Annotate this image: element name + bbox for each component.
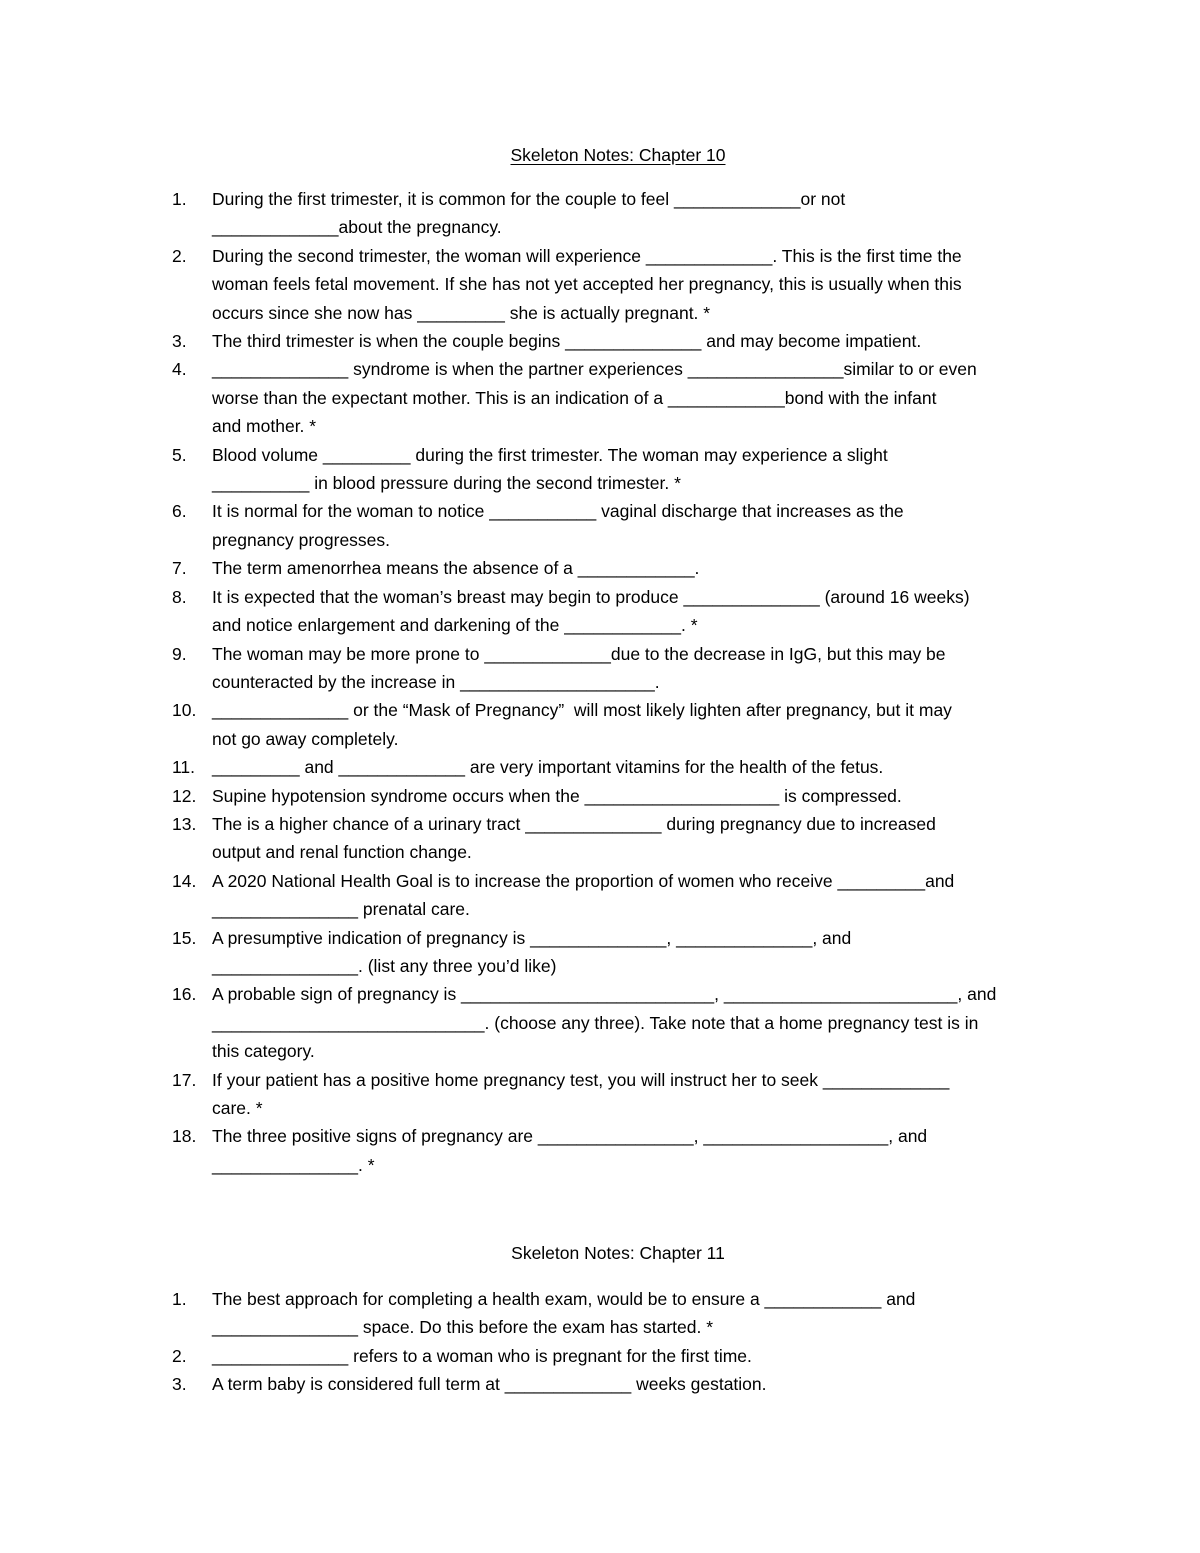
question-number: 1. — [172, 1289, 187, 1309]
question-item — [0, 583, 1200, 640]
question-number: 12. — [172, 785, 197, 806]
question-number: 9. — [172, 643, 187, 664]
question-item — [0, 640, 1200, 697]
question-text-line: A 2020 National Health Goal is to increase the proportion of women who receive _________and — [212, 870, 955, 891]
question-text-line: ______________ refers to a woman who is pregnant for the first time. — [212, 1345, 752, 1366]
question-item — [0, 696, 1200, 753]
question-text-line: and notice enlargement and darkening of the ____________. * — [212, 615, 698, 636]
question-text-line: and mother. * — [212, 416, 317, 437]
question-item — [0, 753, 1200, 781]
question-number: 2. — [172, 1345, 187, 1366]
question-text-line: During the first trimester, it is common for the couple to feel _____________or not — [212, 189, 846, 209]
question-number: 6. — [172, 501, 187, 522]
question-number: 14. — [172, 870, 197, 891]
question-number: 8. — [172, 586, 187, 607]
question-text-line: It is expected that the woman’s breast may begin to produce ______________ (around 16 weeks) — [212, 586, 970, 607]
question-text-line: _________ and _____________ are very important vitamins for the health of the fetus. — [212, 757, 884, 778]
question-text-line: It is normal for the woman to notice ___________ vaginal discharge that increases as the — [212, 501, 904, 522]
question-text-line: occurs since she now has _________ she is actually pregnant. * — [212, 302, 711, 323]
question-text-line: _______________ space. Do this before the exam has started. * — [212, 1317, 714, 1338]
question-text-line: A probable sign of pregnancy is __________________________, ________________________, and — [212, 984, 997, 1005]
question-item — [0, 980, 1200, 1065]
question-item — [0, 441, 1200, 498]
question-text-line: ______________ syndrome is when the partner experiences ________________similar to or even — [212, 359, 977, 380]
question-number: 11. — [172, 757, 196, 778]
question-text-line: pregnancy progresses. — [212, 529, 391, 550]
question-text-line: __________ in blood pressure during the second trimester. * — [212, 473, 681, 494]
question-number: 2. — [172, 245, 187, 266]
chapter-10-heading: Skeleton Notes: Chapter 10 — [510, 145, 726, 165]
chapter-11-question-list — [0, 1285, 1200, 1399]
question-number: 18. — [172, 1126, 197, 1147]
question-item — [0, 1066, 1200, 1123]
question-text-line: _____________about the pregnancy. — [212, 217, 502, 238]
question-text-line: not go away completely. — [212, 728, 399, 749]
question-text-line: If your patient has a positive home pregnancy test, you will instruct her to seek _____________ — [212, 1069, 950, 1090]
question-text-line: A term baby is considered full term at _____________ weeks gestation. — [212, 1374, 767, 1395]
question-text-line: _______________. (list any three you’d like) — [212, 955, 557, 976]
question-text-line: The best approach for completing a health exam, would be to ensure a ____________ and — [212, 1289, 916, 1309]
question-number: 16. — [172, 984, 197, 1005]
question-number: 4. — [172, 359, 187, 380]
question-text-line: _______________. * — [212, 1154, 375, 1175]
question-text-line: woman feels fetal movement. If she has not yet accepted her pregnancy, this is usually when this — [212, 274, 962, 295]
question-item — [0, 242, 1200, 327]
chapter-11-heading: Skeleton Notes: Chapter 11 — [511, 1243, 725, 1263]
question-number: 3. — [172, 331, 187, 352]
question-text-line: Supine hypotension syndrome occurs when the ____________________ is compressed. — [212, 785, 902, 806]
question-text-line: The term amenorrhea means the absence of a ____________. — [212, 558, 700, 579]
question-number: 15. — [172, 927, 197, 948]
question-item — [0, 355, 1200, 440]
question-text-line: The woman may be more prone to _____________due to the decrease in IgG, but this may be — [212, 643, 946, 664]
question-text-line: counteracted by the increase in ____________________. — [212, 671, 660, 692]
question-number: 17. — [172, 1069, 197, 1090]
question-item — [0, 1342, 1200, 1370]
question-number: 7. — [172, 558, 187, 579]
question-item — [0, 924, 1200, 981]
question-text-line: this category. — [212, 1041, 315, 1062]
question-text-line: The is a higher chance of a urinary tract ______________ during pregnancy due to increased — [212, 813, 936, 834]
question-item — [0, 554, 1200, 582]
question-item — [0, 810, 1200, 867]
question-item — [0, 1370, 1200, 1398]
question-text-line: _______________ prenatal care. — [212, 899, 470, 920]
question-item — [0, 185, 1200, 242]
question-number: 3. — [172, 1374, 187, 1395]
question-number: 5. — [172, 444, 187, 465]
question-text-line: Blood volume _________ during the first trimester. The woman may experience a slight — [212, 444, 888, 465]
question-number: 1. — [172, 189, 187, 209]
question-text-line: The third trimester is when the couple begins ______________ and may become impatient. — [212, 331, 922, 352]
chapter-10-question-list — [0, 185, 1200, 1179]
question-text-line: care. * — [212, 1098, 263, 1118]
question-item — [0, 1122, 1200, 1179]
question-text-line: ______________ or the “Mask of Pregnancy” will most likely lighten after pregnancy, but it may — [212, 700, 952, 721]
question-item — [0, 782, 1200, 810]
question-item — [0, 497, 1200, 554]
question-text-line: ____________________________. (choose any three). Take note that a home pregnancy test is in — [212, 1012, 979, 1033]
question-text-line: A presumptive indication of pregnancy is ______________, ______________, and — [212, 927, 852, 948]
question-text-line: worse than the expectant mother. This is an indication of a ____________bond with the infant — [212, 387, 937, 408]
question-item — [0, 867, 1200, 924]
question-item — [0, 327, 1200, 355]
question-number: 10. — [172, 700, 197, 721]
question-text-line: During the second trimester, the woman will experience _____________. This is the first time the — [212, 245, 962, 266]
question-text-line: output and renal function change. — [212, 842, 472, 863]
question-number: 13. — [172, 813, 197, 834]
question-item — [0, 1285, 1200, 1342]
question-text-line: The three positive signs of pregnancy are ________________, ___________________, and — [212, 1126, 928, 1147]
